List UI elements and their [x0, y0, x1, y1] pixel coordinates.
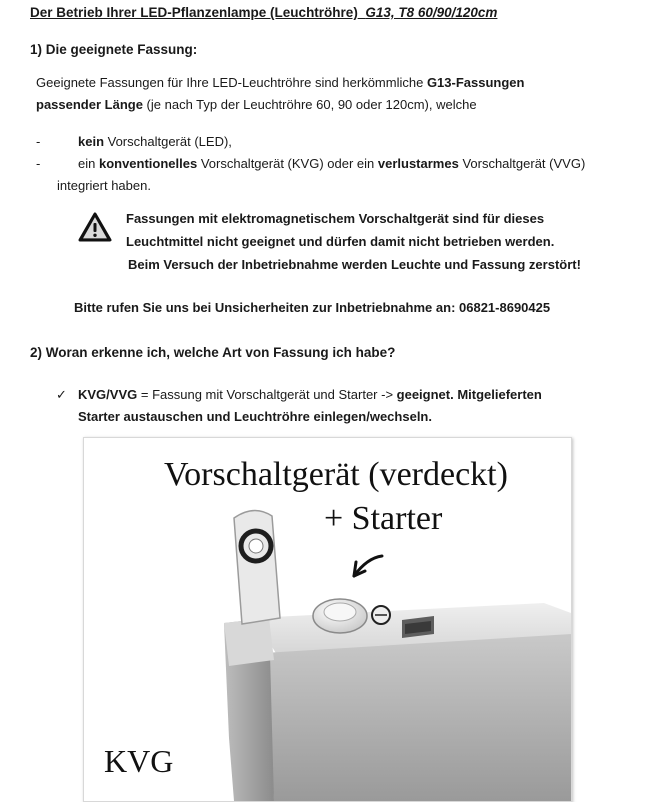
list-bold-2: verlustarmes: [377, 156, 459, 171]
check-item-bold-2: geeignet. Mitgelieferten: [396, 387, 542, 402]
intro-text-a: Geeignete Fassungen für Ihre LED-Leuchtröhre sind herkömmliche: [36, 75, 427, 90]
list-dash: -: [36, 134, 41, 149]
document-title: [30, 5, 497, 20]
kvg-photo: [83, 437, 572, 802]
check-item-text: = Fassung mit Vorschaltgerät und Starter ->: [137, 387, 397, 402]
intro-text-b: G13-Fassungen: [426, 75, 525, 90]
check-icon: ✓: [56, 387, 67, 402]
intro-text-c: passender Länge: [36, 97, 143, 112]
contact-note: Bitte rufen Sie uns bei Unsicherheiten zur Inbetriebnahme an: 06821-8690425: [74, 300, 551, 315]
list-mid: Vorschaltgerät (KVG) oder ein: [197, 156, 378, 171]
check-item-line-2: Starter austauschen und Leuchtröhre einlegen/wechseln.: [78, 409, 432, 424]
warning-line-2: Leuchtmittel nicht geeignet und dürfen damit nicht betrieben werden.: [126, 234, 555, 249]
list-pre: ein: [78, 156, 99, 171]
section-1-heading: 1) Die geeignete Fassung:: [30, 42, 198, 57]
intro-text-d: (je nach Typ der Leuchtröhre 60, 90 oder 120cm), welche: [142, 97, 477, 112]
section-2-heading: 2) Woran erkenne ich, welche Art von Fassung ich habe?: [30, 345, 396, 360]
list-item: [36, 131, 232, 153]
title-main: Der Betrieb Ihrer LED-Pflanzenlampe (Leuchtröhre): [30, 5, 358, 20]
list-continuation: integriert haben.: [57, 178, 151, 193]
check-item-line-1: [78, 384, 542, 406]
list-rest: Vorschaltgerät (VVG): [458, 156, 586, 171]
list-rest: Vorschaltgerät (LED),: [104, 134, 232, 149]
warning-line-3: Beim Versuch der Inbetriebnahme werden Leuchte und Fassung zerstört!: [128, 257, 581, 272]
warning-line-1: Fassungen mit elektromagnetischem Vorschaltgerät sind für dieses: [126, 211, 545, 226]
figure-label: KVG: [104, 743, 174, 779]
list-bold: konventionelles: [98, 156, 198, 171]
warning-triangle-icon: [78, 212, 112, 242]
list-item: [36, 153, 586, 175]
check-item-bold: KVG/VVG: [78, 387, 138, 402]
title-spec: G13, T8 60/90/120cm: [365, 5, 498, 20]
list-dash: -: [36, 156, 41, 171]
figure-caption-line-2: + Starter: [324, 500, 443, 537]
figure-caption-line-1: Vorschaltgerät (verdeckt): [164, 456, 508, 493]
section-1-intro: [36, 72, 636, 116]
list-bold: kein: [78, 134, 105, 149]
